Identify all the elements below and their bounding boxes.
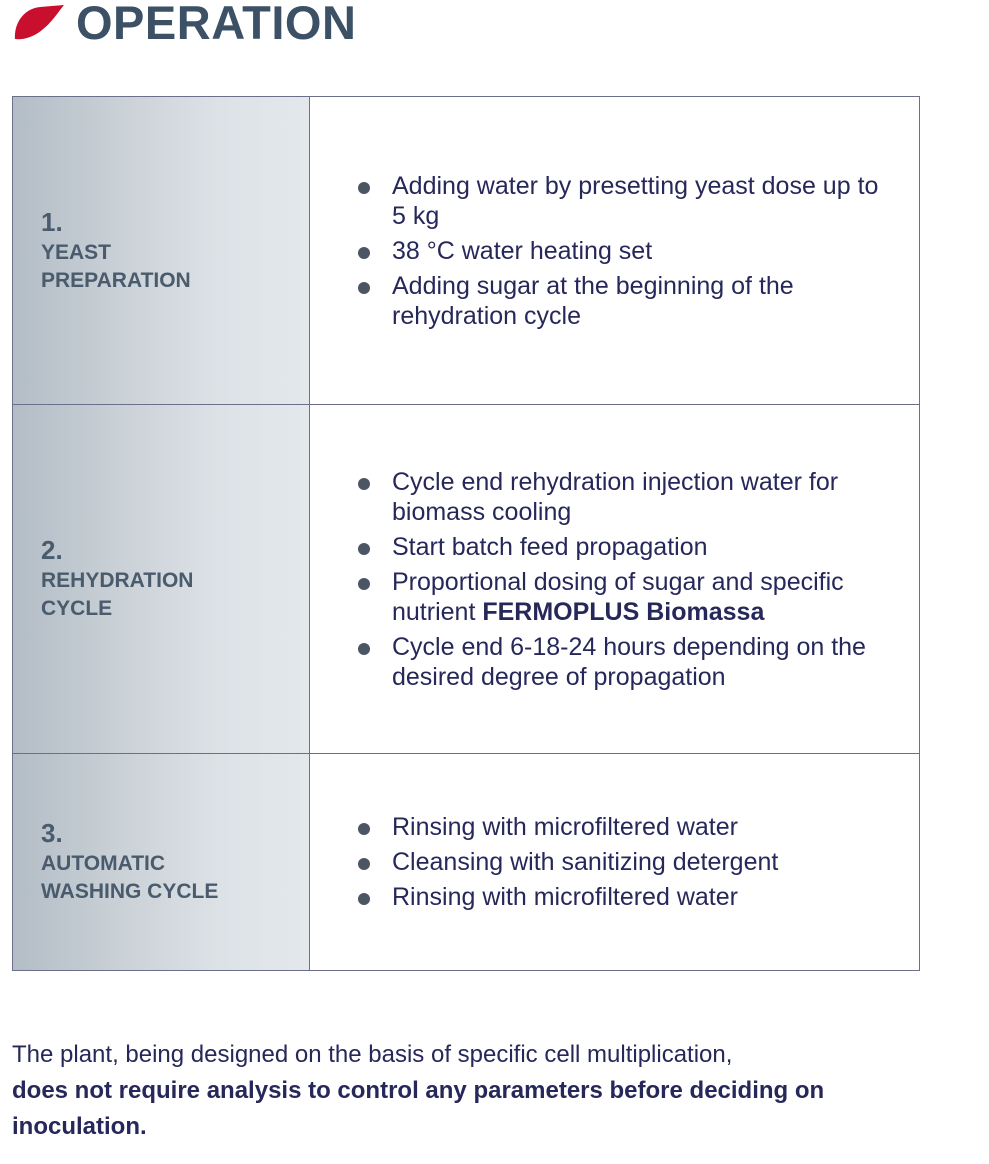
list-item-text-part: Proportional dosing of sugar and specific nutrient <box>392 567 844 626</box>
bullet-icon <box>358 578 370 590</box>
bullet-list <box>358 166 899 336</box>
list-item-text: Adding sugar at the beginning of the rehydration cycle <box>392 271 794 330</box>
list-item-text <box>392 567 899 627</box>
list-item <box>358 812 899 842</box>
bullet-icon <box>358 247 370 259</box>
bullet-icon <box>358 643 370 655</box>
table-row-rehydration-cycle <box>13 405 919 754</box>
list-item-text: Rinsing with microfiltered water <box>392 883 738 911</box>
list-item <box>358 882 899 912</box>
list-item <box>358 532 899 562</box>
product-name: FERMOPLUS Biomassa <box>482 597 765 626</box>
list-item <box>358 171 899 231</box>
step-number: 2. <box>41 535 63 565</box>
bullet-icon <box>358 858 370 870</box>
list-item-text: Cycle end rehydration injection water for biomass cooling <box>392 467 839 526</box>
list-item <box>358 467 899 527</box>
list-item <box>358 567 899 627</box>
list-item <box>358 632 899 692</box>
step-content <box>310 754 919 970</box>
step-cell <box>13 405 310 753</box>
step-title: REHYDRATION CYCLE <box>41 569 194 620</box>
step-number: 3. <box>41 818 63 848</box>
bullet-icon <box>358 823 370 835</box>
bullet-icon <box>358 182 370 194</box>
page-title: OPERATION <box>76 0 357 49</box>
footer-note <box>12 1037 942 1145</box>
list-item <box>358 271 899 331</box>
table-row-yeast-preparation <box>13 97 919 405</box>
red-leaf-logo-icon <box>12 3 66 43</box>
page-header <box>12 0 357 49</box>
list-item <box>358 847 899 877</box>
step-cell <box>13 754 310 970</box>
step-content <box>310 97 919 404</box>
footer-strong-text: does not require analysis to control any parameters before deciding on inoculation. <box>12 1077 825 1140</box>
list-item-text: Rinsing with microfiltered water <box>392 813 738 841</box>
list-item-text: Cycle end 6-18-24 hours depending on the desired degree of propagation <box>392 632 866 691</box>
list-item-text: Start batch feed propagation <box>392 532 708 561</box>
step-title: YEAST PREPARATION <box>41 240 191 292</box>
bullet-icon <box>358 893 370 905</box>
list-item-text: Adding water by presetting yeast dose up to 5 kg <box>392 171 879 230</box>
step-title: AUTOMATIC WASHING CYCLE <box>41 852 219 903</box>
list-item-text: Cleansing with sanitizing detergent <box>392 848 779 876</box>
bullet-list <box>358 807 899 917</box>
list-item-text: 38 °C water heating set <box>392 236 653 265</box>
bullet-icon <box>358 478 370 490</box>
bullet-icon <box>358 282 370 294</box>
step-cell <box>13 97 310 404</box>
bullet-list <box>358 462 899 697</box>
bullet-icon <box>358 543 370 555</box>
footer-text: The plant, being designed on the basis of specific cell multiplication, <box>12 1041 733 1068</box>
table-row-automatic-washing-cycle <box>13 754 919 970</box>
operation-table <box>12 96 920 971</box>
step-number: 1. <box>41 206 63 237</box>
list-item <box>358 236 899 266</box>
step-content <box>310 405 919 753</box>
